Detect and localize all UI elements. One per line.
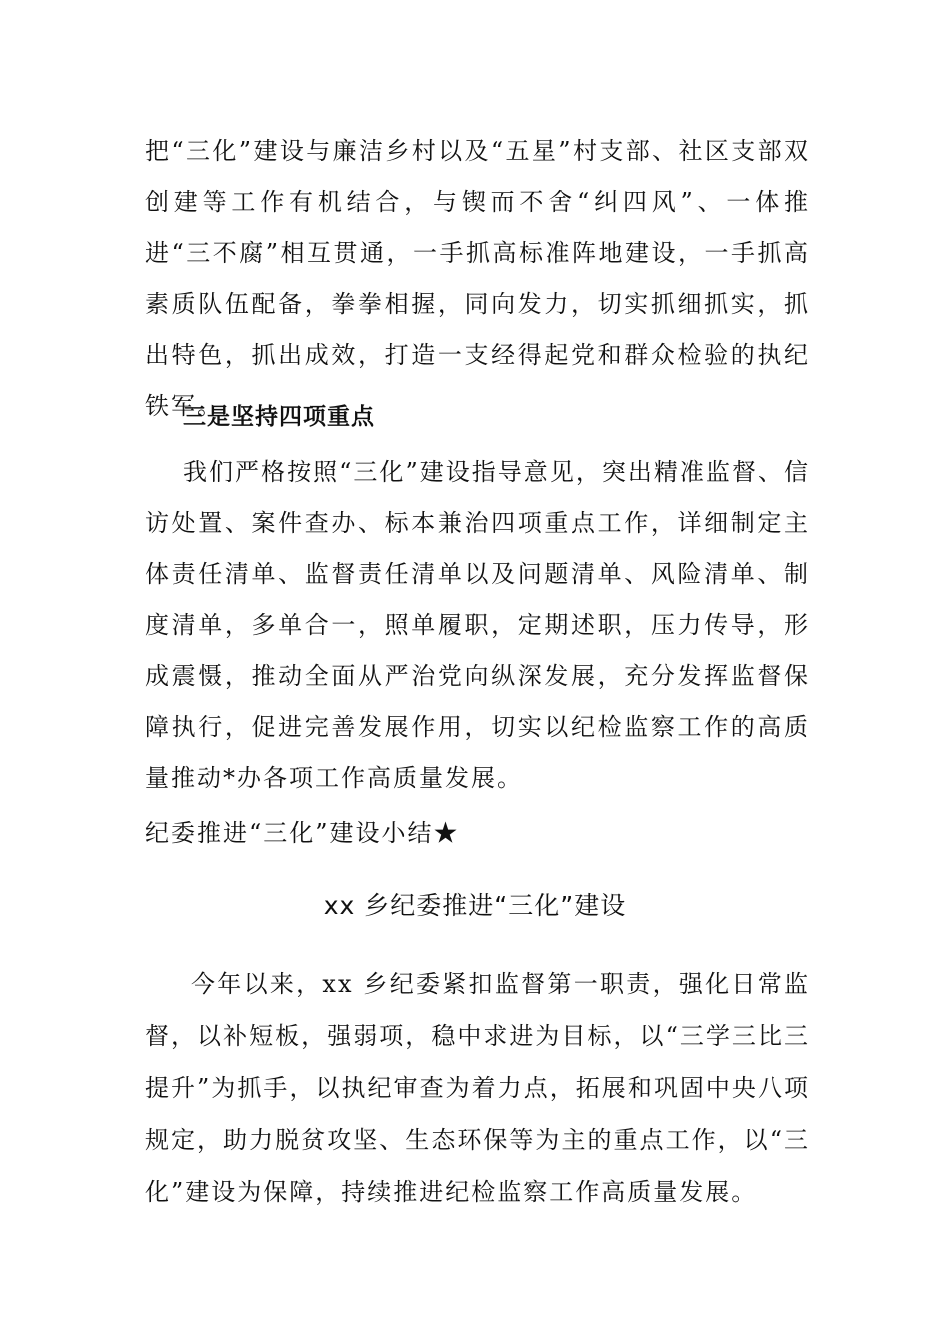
document-title: xx 乡纪委推进“三化”建设 [323, 891, 627, 920]
paragraph-1: 把“三化”建设与廉洁乡村以及“五星”村支部、社区支部双创建等工作有机结合，与锲而不舍“纠四风”、一体推进“三不腐”相互贯通，一手抓高标准阵地建设，一手抓高素质队伍配备，拳拳相握，同向发力，切实抓细抓实，抓出特色，抓出成效，打造一支经得起党和群众检验的执纪铁军。 [145, 137, 810, 420]
paragraph-3: 纪委推进“三化”建设小结★ [145, 819, 460, 847]
paragraph-2: 我们严格按照“三化”建设指导意见，突出精准监督、信访处置、案件查办、标本兼治四项重点工作，详细制定主体责任清单、监督责任清单以及问题清单、风险清单、制度清单，多单合一，照单履职，定期述职，压力传导，形成震慑，推动全面从严治党向纵深发展，充分发挥监督保障执行，促进完善发展作用，切实以纪检监察工作的高质量推动*办各项工作高质量发展。 [145, 458, 810, 792]
paragraph-4: 今年以来，xx 乡纪委紧扣监督第一职责，强化日常监督，以补短板，强弱项，稳中求进为目标，以“三学三比三提升”为抓手，以执纪审查为着力点，拓展和巩固中央八项规定，助力脱贫攻坚、生态环保等为主的重点工作，以“三化”建设为保障，持续推进纪检监察工作高质量发展。 [145, 970, 810, 1206]
section-heading: 三是坚持四项重点 [183, 404, 375, 430]
